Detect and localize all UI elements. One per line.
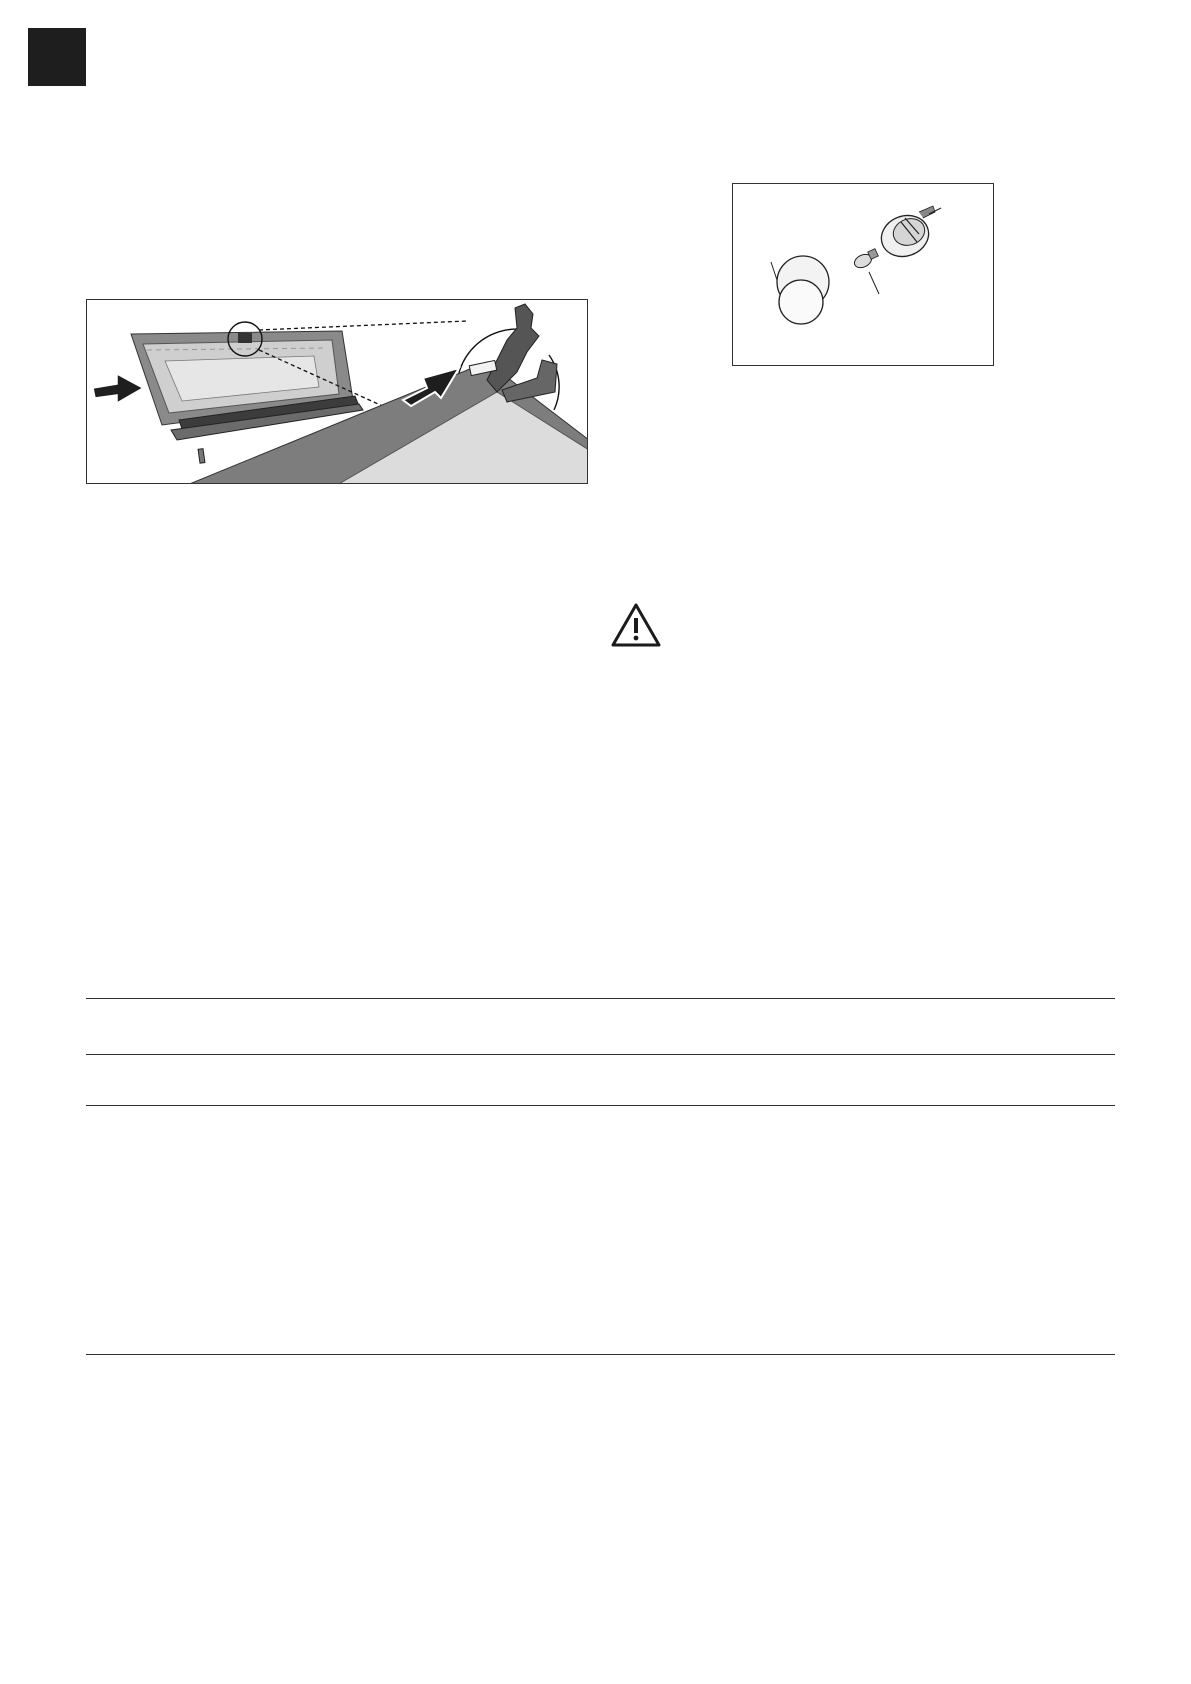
table-rule-top — [86, 998, 1115, 999]
door-glass-figure — [86, 299, 588, 484]
warning-triangle-icon — [610, 602, 662, 648]
table-rule-row — [86, 1105, 1115, 1106]
door-glass-illustration — [87, 300, 588, 484]
push-arrow-left — [93, 374, 143, 403]
lamp-illustration — [733, 184, 994, 366]
lamp-cover-icon — [771, 256, 829, 324]
bulb-icon — [852, 249, 879, 294]
table-rule-bottom — [86, 1354, 1115, 1355]
lamp-holder-icon — [876, 206, 941, 263]
table-rule-header — [86, 1054, 1115, 1055]
section-tab — [28, 28, 86, 86]
lamp-figure — [732, 183, 994, 366]
